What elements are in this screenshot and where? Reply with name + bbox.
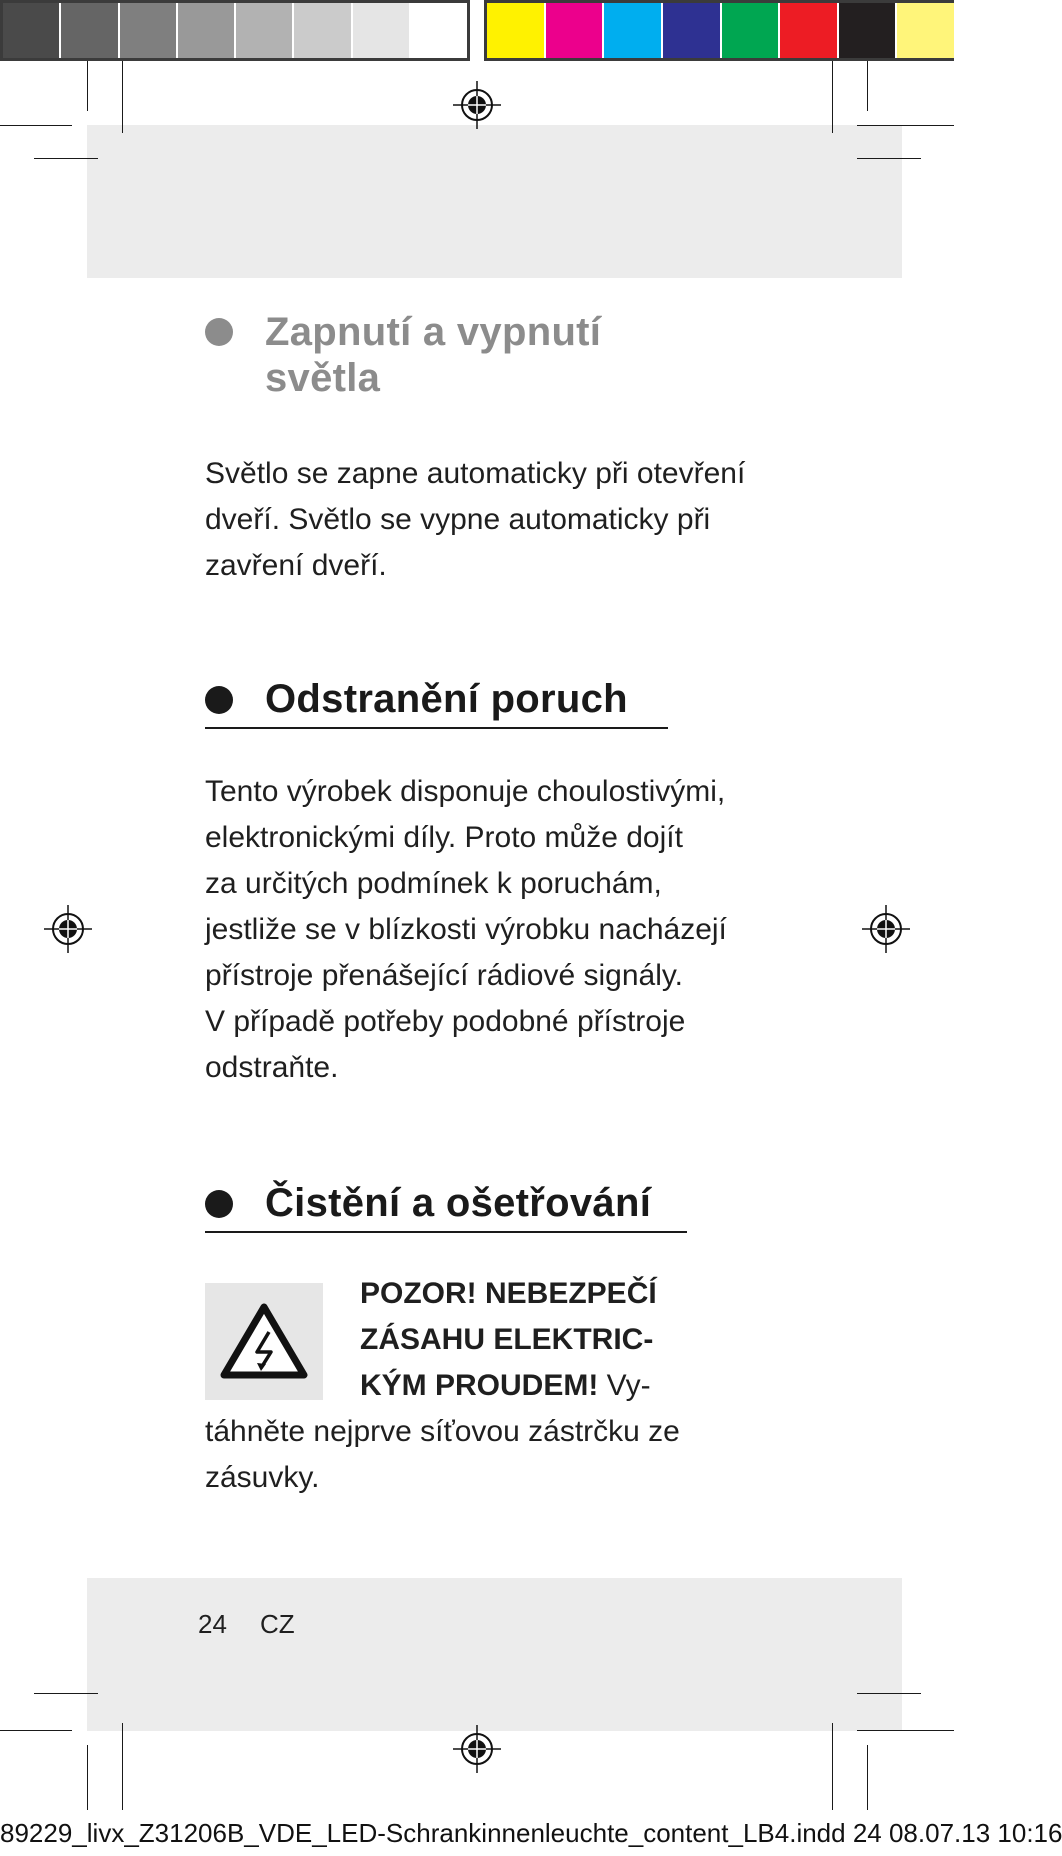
body-line: odstraňte. [205,1051,339,1084]
calibration-swatch [294,3,352,58]
section-heading-troubleshooting: Odstranění poruch [265,677,628,721]
color-calibration-bar [484,0,954,61]
body-line: Světlo se zapne automaticky při otevření [205,457,746,490]
warning-continuation [205,1409,765,1501]
crop-mark [0,125,72,126]
crop-mark [867,1745,868,1810]
calibration-swatch [353,3,411,58]
heading-line: Zapnutí a vypnutí [265,310,602,354]
crop-mark [122,61,123,133]
calibration-swatch [120,3,178,58]
calibration-swatch [897,3,954,58]
calibration-swatch [546,3,605,58]
section-heading-switching [265,309,601,401]
body-line: zásuvky. [205,1461,320,1494]
calibration-swatch [663,3,722,58]
section-body-troubleshooting [205,769,765,1091]
body-line: dveří. Světlo se vypne automaticky při [205,503,711,536]
calibration-swatch [178,3,236,58]
crop-mark [857,1693,921,1694]
warning-bold-text: KÝM PROUDEM! [360,1369,599,1402]
crop-mark [87,61,88,111]
warning-bold-line: ZÁSAHU ELEKTRIC- [360,1323,654,1356]
calibration-swatch [236,3,294,58]
body-line: elektronickými díly. Proto může dojít [205,821,683,854]
crop-mark [857,158,921,159]
warning-bold-line: POZOR! NEBEZPEČÍ [360,1277,657,1310]
body-line: zavření dveří. [205,549,387,582]
section-bullet [205,1190,233,1218]
calibration-swatch [722,3,781,58]
language-code: CZ [260,1609,295,1639]
calibration-swatch [839,3,898,58]
body-line: Tento výrobek disponuje choulostivými, [205,775,726,808]
page-number: 24 [198,1609,227,1639]
heading-line: světla [265,356,381,400]
body-line: přístroje přenášející rádiové signály. [205,959,684,992]
section-bullet [205,318,233,346]
calibration-swatch [780,3,839,58]
crop-mark [867,61,868,111]
crop-mark [857,1730,954,1731]
section-heading-cleaning: Čistění a ošetřování [265,1181,652,1225]
crop-mark [87,1745,88,1810]
registration-mark-icon [453,81,501,129]
warning-text-block [360,1271,760,1409]
heading-underline [205,727,668,729]
calibration-swatch [61,3,119,58]
registration-mark-icon [44,905,92,953]
top-gray-band [87,125,902,278]
crop-mark [34,1693,98,1694]
heading-underline [205,1231,687,1233]
body-line: jestliže se v blízkosti výrobku nacházejí [205,913,727,946]
warning-mixed-line [360,1363,760,1409]
calibration-swatch [411,3,467,58]
bottom-gray-band [87,1578,902,1731]
crop-mark [122,1723,123,1810]
crop-mark [0,1730,72,1731]
crop-mark [34,158,98,159]
warning-icon-box [205,1283,323,1400]
body-line: táhněte nejprve síťovou zástrčku ze [205,1415,680,1448]
registration-mark-icon [453,1725,501,1773]
registration-mark-icon [862,905,910,953]
section-bullet [205,686,233,714]
print-slug-line: 89229_livx_Z31206B_VDE_LED-Schrankinnenleuchte_content_LB4.indd 24 08.07.13 10:16 [0,1818,1062,1848]
calibration-swatch [604,3,663,58]
body-line: za určitých podmínek k poruchám, [205,867,662,900]
grayscale-calibration-bar [0,0,470,61]
crop-mark [832,1723,833,1810]
crop-mark [857,125,954,126]
calibration-swatch [3,3,61,58]
electric-shock-warning-icon [205,1283,323,1400]
calibration-swatch [487,3,546,58]
section-body-switching [205,451,765,589]
body-line: V případě potřeby podobné přístroje [205,1005,686,1038]
crop-mark [832,61,833,133]
warning-tail-text: Vy- [598,1369,651,1402]
